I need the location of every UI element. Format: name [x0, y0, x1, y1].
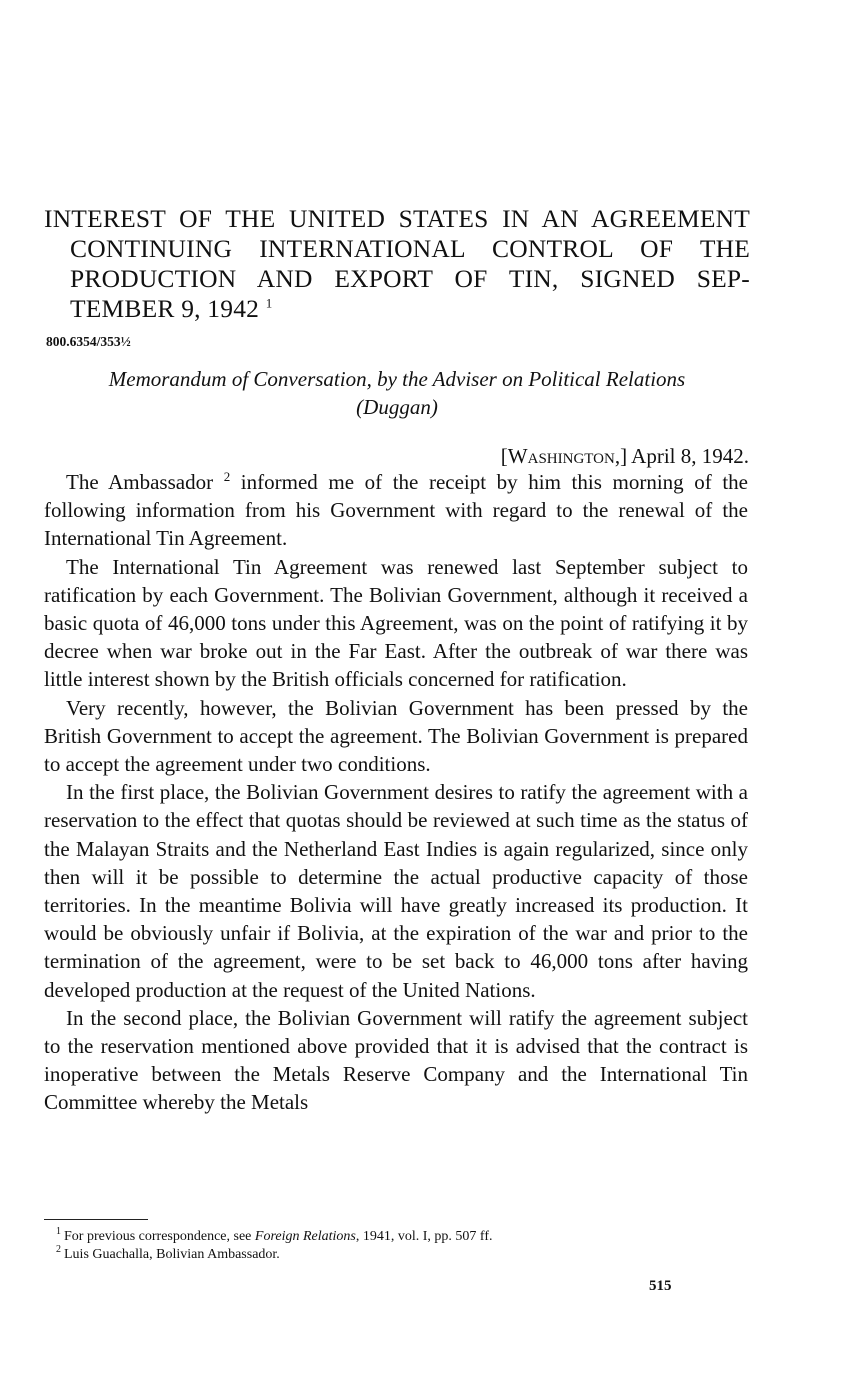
file-number: 800.6354/353½	[46, 334, 131, 349]
memo-title	[44, 365, 750, 421]
memo-title-line-2: (Duggan)	[356, 395, 438, 419]
title-line-2: CONTINUING INTERNATIONAL CONTROL OF THE	[70, 234, 750, 263]
footnote-divider	[44, 1219, 148, 1220]
footnote-1-mark: 1	[56, 1226, 61, 1238]
footnotes	[56, 1228, 746, 1264]
title-line-4-text: TEMBER 9, 1942	[70, 294, 260, 323]
paragraph-2: The International Tin Agreement was renewed last September subject to ratification by each Government. The Bolivian Government, although it received a basic quota of 46,000 tons under this Agreement, was on the point of ratifying it by decree when war broke out in the Far East. After the outbreak of war there was little interest shown by the British officials concerned for ratification.	[44, 554, 748, 692]
footnote-2	[56, 1246, 746, 1264]
ambassador-footnote-ref: 2	[223, 469, 231, 484]
paragraph-1	[44, 468, 748, 553]
dateline	[501, 444, 749, 469]
dateline-place: [Washington,]	[500, 444, 628, 468]
page-number: 515	[649, 1278, 672, 1294]
paragraph-5: In the second place, the Bolivian Government will ratify the agreement subject to the reservation mentioned above provided that it is advised that the contract is inoperative between the Metals Reserve Company and the International Tin Committee whereby the Metals	[44, 1005, 748, 1115]
dateline-date: April 8, 1942.	[627, 444, 749, 468]
title-line-3: PRODUCTION AND EXPORT OF TIN, SIGNED SEP-	[70, 264, 750, 293]
paragraph-1-rest: informed me of the receipt by him this morning of the following information from his Government with regard to the renewal of the International Tin Agreement.	[44, 470, 748, 551]
paragraph-3: Very recently, however, the Bolivian Government has been pressed by the British Government to accept the agreement. The Bolivian Government is prepared to accept the agreement under two conditions.	[44, 695, 748, 777]
footnote-1	[56, 1228, 746, 1246]
footnote-1-text-a: For previous correspondence, see	[64, 1229, 255, 1244]
section-title	[44, 204, 750, 324]
paragraph-4: In the first place, the Bolivian Government desires to ratify the agreement with a reservation to the effect that quotas should be reviewed at such time as the status of the Malayan Straits and the Netherland East Indies is again regularized, since only then will it be possible to determine the actual productive capacity of those territories. In the meantime Bolivia will have greatly increased its production. It would be obviously unfair if Bolivia, at the expiration of the war and prior to the termination of the agreement, were to be set back to 46,000 tons after having developed production at the request of the United Nations.	[44, 780, 748, 1002]
footnote-2-text: Luis Guachalla, Bolivian Ambassador.	[64, 1247, 280, 1262]
title-line-4	[44, 294, 750, 324]
paragraph-1-start: The Ambassador	[66, 470, 214, 494]
title-footnote-ref: 1	[265, 295, 273, 311]
footnote-1-text-b: , 1941, vol. I, pp. 507 ff.	[355, 1229, 493, 1244]
title-line-1: INTEREST OF THE UNITED STATES IN AN AGREEMENT	[44, 204, 750, 233]
footnote-1-italic: Foreign Relations	[254, 1229, 356, 1244]
footnote-2-mark: 2	[56, 1244, 61, 1256]
memo-body	[44, 468, 748, 1117]
memo-title-line-1: Memorandum of Conversation, by the Adviser on Political Relations	[108, 367, 686, 391]
